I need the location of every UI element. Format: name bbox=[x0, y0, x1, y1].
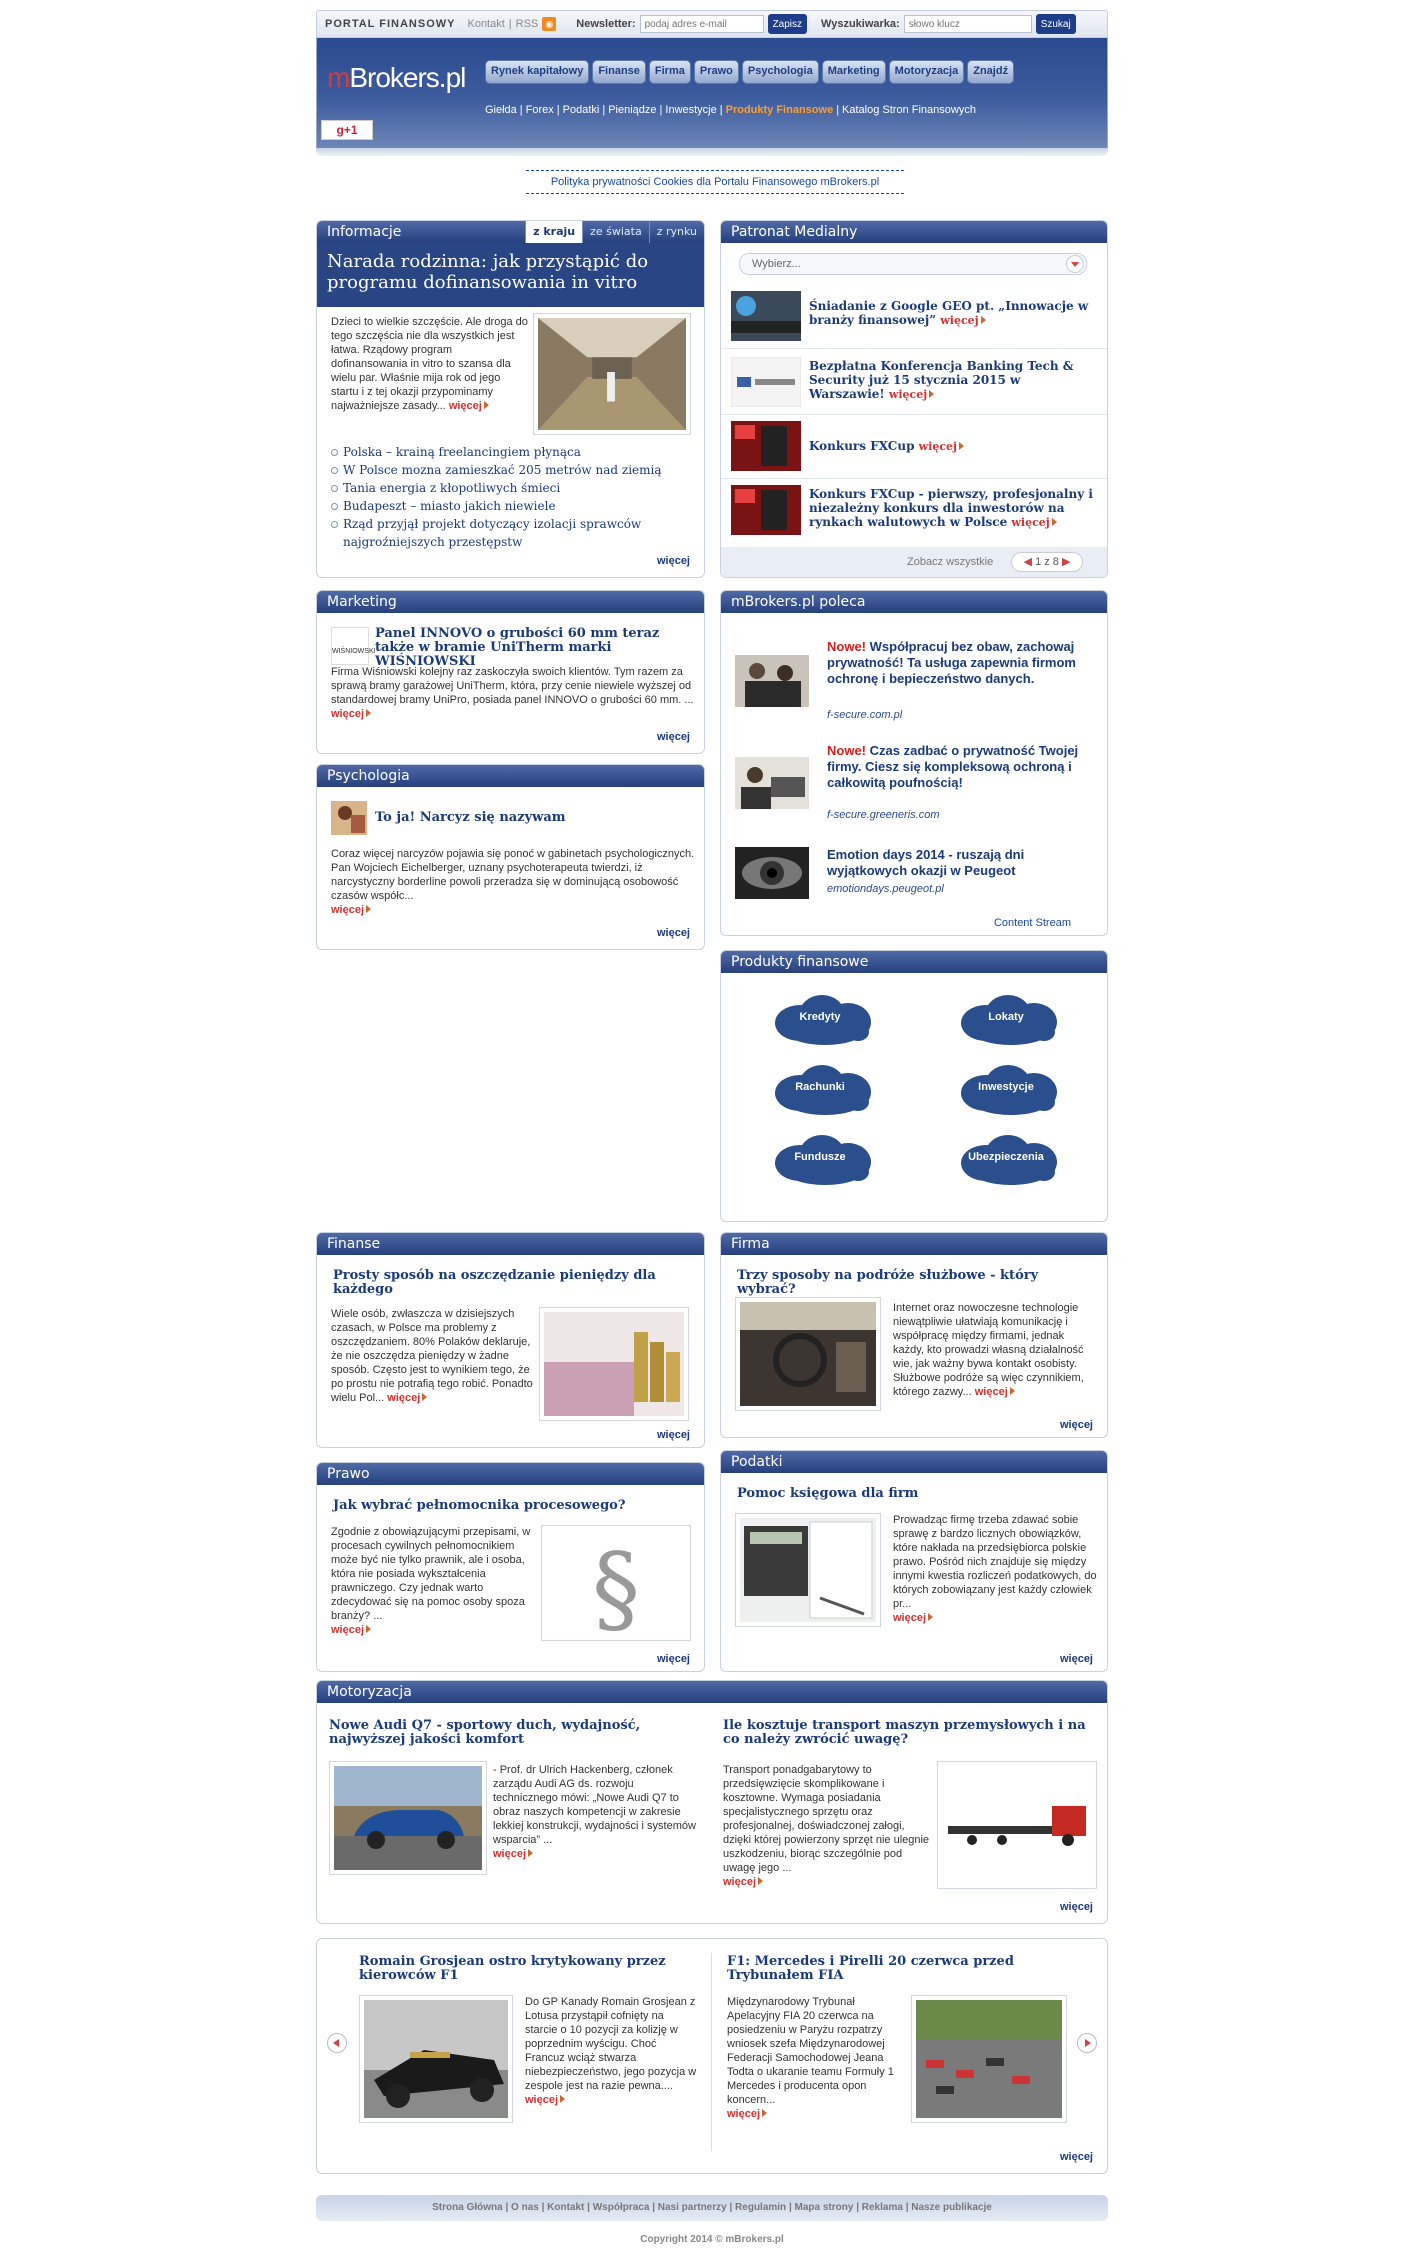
car-interior-image[interactable] bbox=[735, 1297, 881, 1411]
motoryzacja-panel bbox=[316, 1680, 1108, 1924]
search-input[interactable] bbox=[904, 15, 1032, 33]
lead-text: Dzieci to wielkie szczęście. Ale droga do tego szczęścia nie dla wszystkich jest łatwa. Rządowy program dofinansowania in vitro to szansa dla wielu par. Właśnie mija rok od jego startu i z tej okazji przypominamy najważniejsze zasady... więcej bbox=[331, 316, 528, 412]
list-item[interactable]: Rząd przyjął projekt dotyczący izolacji sprawców najgroźniejszych przestępstw bbox=[331, 515, 691, 551]
panel-title: Patronat Medialny bbox=[721, 221, 1107, 243]
next-arrow-icon[interactable]: ▶ bbox=[1061, 556, 1071, 568]
panel-title: Marketing bbox=[317, 591, 704, 613]
produkt-label: Rachunki bbox=[795, 1081, 845, 1093]
read-more-link[interactable]: więcej bbox=[448, 400, 482, 412]
nav-firma[interactable]: Firma bbox=[649, 60, 691, 84]
nav-marketing[interactable]: Marketing bbox=[822, 60, 886, 84]
article-text: Prowadząc firmę trzeba zdawać sobie sprawę z bardzo licznych obowiązków, które nakłada na przedsiębiorca polskie prawo. Pośród nich znajduje się między innymi kwestia rozliczeń podatkowych, do których zobowiązany jest każdy człowiek pr... więcej bbox=[893, 1514, 1097, 1624]
more-link[interactable]: więcej bbox=[656, 555, 690, 567]
marketing-panel bbox=[316, 590, 705, 754]
header bbox=[316, 38, 1108, 148]
newsletter-submit-button[interactable]: Zapisz bbox=[768, 14, 807, 34]
prev-arrow-icon[interactable]: ◀ bbox=[1023, 556, 1032, 568]
article-text: Międzynarodowy Trybunał Apelacyjny FIA 20 czerwca na posiedzeniu w Paryżu rozpatrzy wniosek szefa Międzynarodowej Federacji Samochodowej Jeana Todta o ukaranie teamu Formuły 1 Mercedes i producenta opon koncern... więcej bbox=[727, 1996, 894, 2120]
produkt-label: Lokaty bbox=[988, 1011, 1024, 1023]
read-more-link[interactable]: więcej bbox=[331, 708, 365, 720]
more-link[interactable]: więcej bbox=[656, 1653, 690, 1665]
article-text: Zgodnie z obowiązującymi przepisami, w procesach cywilnych pełnomocnikiem może być nie tylko prawnik, ale i osoba, która nie posiada wykształcenia prawniczego. Czy jednak warto zdecydować się na pomoc osoby spoza branży? ... więcej bbox=[331, 1526, 531, 1636]
list-item[interactable]: Tania energia z kłopotliwych śmieci bbox=[331, 479, 691, 497]
prawo-panel bbox=[316, 1462, 705, 1672]
produkt-label: Ubezpieczenia bbox=[968, 1151, 1044, 1163]
patronat-pager bbox=[721, 547, 1107, 577]
tab-ze-swiata[interactable]: ze świata bbox=[582, 221, 649, 243]
source-link[interactable]: f-secure.com.pl bbox=[827, 709, 903, 721]
panel-title: Firma bbox=[721, 1233, 1107, 1255]
read-more-link[interactable]: więcej bbox=[387, 1392, 421, 1404]
produkt-rachunki-button[interactable] bbox=[765, 1061, 875, 1115]
produkt-ubezpieczenia-button[interactable] bbox=[951, 1131, 1061, 1185]
google-plus-button[interactable]: g+1 bbox=[321, 120, 373, 140]
pager-control[interactable]: ◀ 1 z 8 ▶ bbox=[1011, 552, 1083, 572]
lead-image[interactable] bbox=[533, 313, 691, 435]
poleca-panel bbox=[720, 590, 1108, 936]
google-geo-image bbox=[731, 291, 801, 341]
article-headline[interactable]: Prosty sposób na oszczędzanie pieniędzy dla każdego bbox=[333, 1268, 656, 1297]
more-link[interactable]: więcej bbox=[656, 1429, 690, 1441]
article-text: Firma Wiśniowski kolejny raz zaskoczyła swoich klientów. Tym razem za sprawą bramy garażowej UniTherm, która, przy cenie niewiele wyższej od standardowej bramy UniPro, posiada panel INNOVO o grubości 60 mm. ... więcej bbox=[331, 666, 694, 720]
subnav-pieniadze[interactable]: Pieniądze bbox=[608, 104, 657, 116]
article-text: Coraz więcej narcyzów pojawia się ponoć w gabinetach psychologicznych. Pan Wojciech Eichelberger, uznany psychoterapeuta twierdzi, iż narcystyczny borderline powoli przeradza się w dominującą osobowość czasów współc... więcej bbox=[331, 848, 695, 916]
list-item[interactable]: W Polsce mozna zamieszkać 205 metrów nad ziemią bbox=[331, 461, 691, 479]
main-nav bbox=[485, 60, 1014, 84]
article-headline[interactable]: Romain Grosjean ostro krytykowany przez kierowców F1 bbox=[359, 1954, 666, 1983]
informacje-panel bbox=[316, 220, 705, 578]
newsletter-email-input[interactable] bbox=[640, 15, 764, 33]
kontakt-link[interactable]: Kontakt bbox=[467, 18, 505, 30]
read-more-link[interactable]: więcej bbox=[331, 904, 365, 916]
calculator-image[interactable] bbox=[735, 1513, 881, 1627]
truck-image[interactable] bbox=[937, 1761, 1097, 1889]
rss-icon[interactable]: ◉ bbox=[542, 17, 556, 31]
patronat-item-text: Konkurs FXCup - pierwszy, profesjonalny i niezależny konkurs dla inwestorów na rynkach walutowych w Polsce więcej bbox=[809, 487, 1093, 529]
patronat-item-text: Konkurs FXCup więcej bbox=[809, 439, 1097, 454]
sub-nav: Giełda | Forex | Podatki | Pieniądze | Inwestycje | Produkty Finansowe | Katalog Stron Finansowych bbox=[485, 104, 976, 116]
banking-tech-logo bbox=[731, 357, 801, 407]
article-text: Internet oraz nowoczesne technologie niewątpliwie ułatwiają komunikację i współpracę między firmami, jednak każdy, kto prowadzi własną działalność wie, jak ważny bywa kontakt osobisty. Służbowe podróże są więc czynnikiem, którego zazwy... więcej bbox=[893, 1302, 1084, 1398]
wisniowski-logo: WIŚNIOWSKI bbox=[331, 627, 369, 665]
panel-title: Podatki bbox=[721, 1451, 1107, 1473]
nav-prawo[interactable]: Prawo bbox=[694, 60, 739, 84]
business-people-image bbox=[735, 655, 809, 707]
content-stream-link[interactable]: Content Stream bbox=[993, 917, 1071, 929]
search-label: Wyszukiwarka: bbox=[821, 18, 900, 30]
read-more-link[interactable]: więcej bbox=[331, 1624, 365, 1636]
list-item[interactable]: Emotion days 2014 - ruszają dni wyjątkowych okazji w Peugeot emotiondays.peugeot.pl bbox=[735, 847, 1097, 907]
article-text: Do GP Kanady Romain Grosjean z Lotusa przystąpił cofnięty na starcie o 10 pozycji za kolizję w poprzednim wyścigu. Choć Francuz wciąż stwarza niebezpieczeństwo, jego pozycja w zespole jest na razie pewna.... więcej bbox=[525, 1996, 697, 2106]
list-item[interactable] bbox=[721, 415, 1107, 479]
produkt-label: Kredyty bbox=[799, 1011, 841, 1023]
more-link[interactable]: więcej bbox=[1059, 1653, 1093, 1665]
more-link[interactable]: więcej bbox=[656, 731, 690, 743]
more-link[interactable]: więcej bbox=[656, 927, 690, 939]
nav-psychologia[interactable]: Psychologia bbox=[742, 60, 819, 84]
top-bar bbox=[316, 10, 1108, 38]
list-item[interactable]: Nowe! Czas zadbać o prywatność Twojej firmy. Ciesz się kompleksową ochroną i całkowitą poufnością! f-secure.greeneris.com bbox=[735, 743, 1097, 823]
list-item[interactable]: Polska – krainą freelancingiem płynąca bbox=[331, 443, 691, 461]
article-headline[interactable]: Panel INNOVO o grubości 60 mm teraz także w bramie UniTherm marki WIŚNIOWSKI bbox=[375, 626, 660, 669]
subnav-inwestycje[interactable]: Inwestycje bbox=[665, 104, 717, 116]
more-link[interactable]: więcej bbox=[1059, 2151, 1093, 2163]
patronat-select[interactable]: Wybierz... bbox=[739, 253, 1087, 275]
article-text: - Prof. dr Ulrich Hackenberg, członek zarządu Audi AG ds. rozwoju technicznego mówi: „Nowe Audi Q7 to obraz naszych kompetencji w zakresie lekkiej konstrukcji, wydajności i systemów wsparcia” ... więcej bbox=[493, 1764, 696, 1860]
more-link[interactable]: więcej bbox=[1059, 1419, 1093, 1431]
fxcup-image bbox=[731, 485, 801, 535]
panel-title: Informacje z kraju ze świata z rynku bbox=[317, 221, 704, 243]
article-headline[interactable]: Jak wybrać pełnomocnika procesowego? bbox=[333, 1498, 626, 1513]
header-bottom-edge bbox=[316, 148, 1108, 156]
produkt-kredyty-button[interactable] bbox=[765, 991, 875, 1045]
office-image bbox=[735, 757, 809, 809]
more-link[interactable]: więcej bbox=[1059, 1901, 1093, 1913]
produkt-fundusze-button[interactable] bbox=[765, 1131, 875, 1185]
panel-title: Psychologia bbox=[317, 765, 704, 787]
panel-title: Finanse bbox=[317, 1233, 704, 1255]
panel-title: Prawo bbox=[317, 1463, 704, 1485]
carousel-next-icon[interactable] bbox=[1077, 2033, 1097, 2053]
subnav-forex[interactable]: Forex bbox=[525, 104, 554, 116]
audi-image[interactable] bbox=[329, 1761, 487, 1875]
portal-brand[interactable]: PORTAL FINANSOWY bbox=[325, 18, 456, 30]
fxcup-image bbox=[731, 421, 801, 471]
read-more-link[interactable]: więcej bbox=[727, 2108, 761, 2120]
subnav-produkty-finansowe[interactable]: Produkty Finansowe bbox=[725, 104, 834, 116]
article-text: Wiele osób, zwłaszcza w dzisiejszych czasach, w Polsce ma problemy z oszczędzaniem. 80% Polaków deklaruje, że nie oszczędza pieniędzy w żadne sposób. Często jest to wynikiem tego, że po prostu nie potrafią tego robić. Ponadto wielu Pol... więcej bbox=[331, 1308, 533, 1404]
produkt-label: Fundusze bbox=[794, 1151, 846, 1163]
lotus-f1-image[interactable] bbox=[359, 1995, 513, 2123]
chevron-down-icon[interactable] bbox=[1066, 255, 1084, 273]
newsletter-label: Newsletter: bbox=[576, 18, 636, 30]
patronat-item-text: Śniadanie z Google GEO pt. „Innowacje w branży finansowej” więcej bbox=[809, 299, 1089, 327]
see-all-link[interactable]: Zobacz wszystkie bbox=[907, 556, 994, 568]
lead-headline[interactable]: Narada rodzinna: jak przystąpić do programu dofinansowania in vitro bbox=[317, 243, 704, 307]
nav-motoryzacja[interactable]: Motoryzacja bbox=[889, 60, 965, 84]
f1-carousel-panel bbox=[316, 1938, 1108, 2174]
eye-image bbox=[735, 847, 809, 899]
f1-race-image[interactable] bbox=[911, 1995, 1067, 2123]
read-more-link[interactable]: więcej bbox=[974, 1386, 1008, 1398]
list-item[interactable]: Budapeszt – miasto jakich niewiele bbox=[331, 497, 691, 515]
paragraph-image[interactable] bbox=[541, 1525, 691, 1641]
svg-text:§: § bbox=[592, 1533, 640, 1636]
carousel-prev-icon[interactable] bbox=[327, 2033, 347, 2053]
subnav-gielda[interactable]: Giełda bbox=[485, 104, 517, 116]
read-more-link[interactable]: więcej bbox=[893, 1612, 927, 1624]
money-image[interactable] bbox=[539, 1307, 689, 1421]
nav-finanse[interactable]: Finanse bbox=[592, 60, 646, 84]
read-more-link[interactable]: więcej bbox=[493, 1848, 527, 1860]
list-item[interactable]: Nowe! Współpracuj bez obaw, zachowaj prywatność! Ta usługa zapewnia firmom ochronę i bepieczeństwo danych. f-secure.com.pl bbox=[735, 639, 1097, 725]
produkt-lokaty-button[interactable] bbox=[951, 991, 1061, 1045]
produkt-label: Inwestycje bbox=[978, 1081, 1034, 1093]
nav-rynek-kapitalowy[interactable]: Rynek kapitałowy bbox=[485, 60, 589, 84]
list-item[interactable] bbox=[721, 283, 1107, 349]
read-more-link[interactable]: więcej bbox=[525, 2094, 559, 2106]
list-item[interactable] bbox=[721, 479, 1107, 547]
rss-link[interactable]: RSS bbox=[515, 18, 539, 30]
article-headline[interactable]: To ja! Narcyz się nazywam bbox=[375, 810, 566, 825]
finanse-panel bbox=[316, 1232, 705, 1448]
source-link[interactable]: f-secure.greeneris.com bbox=[827, 809, 940, 821]
logo[interactable]: mBrokers.pl bbox=[327, 62, 466, 93]
article-headline[interactable]: Pomoc księgowa dla firm bbox=[737, 1486, 919, 1501]
narcissus-image[interactable] bbox=[331, 801, 367, 835]
separator: | bbox=[508, 18, 512, 30]
tab-z-rynku[interactable]: z rynku bbox=[649, 221, 704, 243]
psychologia-panel bbox=[316, 764, 705, 950]
nav-znajdz[interactable]: Znajdź bbox=[967, 60, 1014, 84]
produkty-panel bbox=[720, 950, 1108, 1222]
panel-title: Produkty finansowe bbox=[721, 951, 1107, 973]
news-list bbox=[331, 443, 691, 551]
subnav-katalog[interactable]: Katalog Stron Finansowych bbox=[842, 104, 976, 116]
tab-z-kraju[interactable]: z kraju bbox=[525, 221, 582, 243]
article-headline[interactable]: Nowe Audi Q7 - sportowy duch, wydajność, najwyższej jakości komfort bbox=[329, 1718, 641, 1747]
patronat-item-text: Bezpłatna Konferencja Banking Tech & Security już 15 stycznia 2015 w Warszawie! więcej bbox=[809, 359, 1074, 401]
firma-panel bbox=[720, 1232, 1108, 1438]
footer-links[interactable]: Strona Główna | O nas | Kontakt | Współpraca | Nasi partnerzy | Regulamin | Mapa strony | Reklama | Nasze publikacje bbox=[316, 2195, 1108, 2221]
read-more-link[interactable]: więcej bbox=[723, 1876, 757, 1888]
article-headline[interactable]: Ile kosztuje transport maszyn przemysłowych i na co należy zwrócić uwagę? bbox=[723, 1718, 1086, 1747]
produkt-inwestycje-button[interactable] bbox=[951, 1061, 1061, 1115]
source-link[interactable]: emotiondays.peugeot.pl bbox=[827, 883, 944, 895]
article-text: Transport ponadgabarytowy to przedsięwzięcie skomplikowane i kosztowne. Wymaga posiadania specjalistycznego sprzętu oraz profesjonalnej, doświadczonej załogi, dzięki której powierzony sprzęt nie ulegnie uszkodzeniu, biorąc szczególnie pod uwagę jego ... więcej bbox=[723, 1764, 930, 1888]
podatki-panel bbox=[720, 1450, 1108, 1672]
subnav-podatki[interactable]: Podatki bbox=[562, 104, 600, 116]
cookie-policy-link[interactable]: Polityka prywatności Cookies dla Portalu Finansowego mBrokers.pl bbox=[526, 170, 904, 194]
panel-title: Motoryzacja bbox=[317, 1681, 1107, 1703]
article-headline[interactable]: Trzy sposoby na podróże służbowe - który wybrać? bbox=[737, 1268, 1039, 1297]
search-button[interactable]: Szukaj bbox=[1036, 14, 1076, 34]
article-headline[interactable]: F1: Mercedes i Pirelli 20 czerwca przed Trybunałem FIA bbox=[727, 1954, 1014, 1983]
copyright: Copyright 2014 © mBrokers.pl bbox=[640, 2234, 784, 2245]
list-item[interactable] bbox=[721, 349, 1107, 415]
patronat-panel bbox=[720, 220, 1108, 578]
panel-title: mBrokers.pl poleca bbox=[721, 591, 1107, 613]
